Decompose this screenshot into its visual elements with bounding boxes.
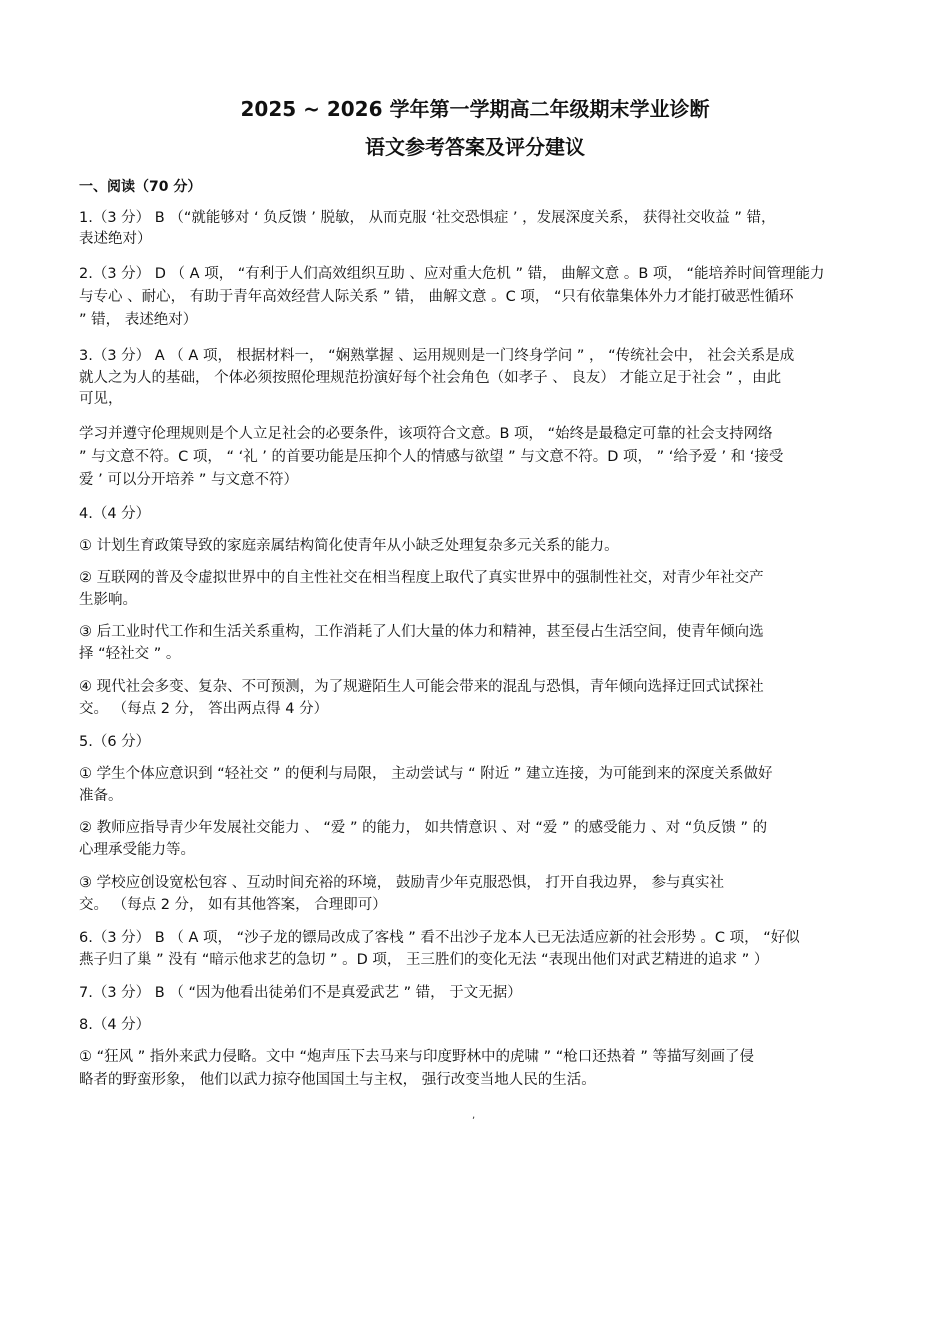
q2-line-2: 与专心 、耐心， 有助于青年高效经营人际关系 ” 错， 曲解文意 。C 项， “只有依靠集体外力才能打破恶性循环 [79,289,794,305]
q4-heading: 4.（4 分） [79,506,151,522]
q4-point-2-line-1: ② 互联网的普及令虚拟世界中的自主性社交在相当程度上取代了真实世界中的强制性社交，对青少年社交产 [79,570,764,586]
q2-line-3: ” 错， 表述绝对） [79,312,198,328]
footer-mark: , [472,1110,476,1121]
document-subtitle: 语文参考答案及评分建议 [365,135,585,159]
q6-line-2: 燕子归了巢 ” 没有 “暗示他求艺的急切 ” 。D 项， 王三胜们的变化无法 “表现出他们对武艺精进的追求 ” ） [79,952,769,968]
document-title: 2025 ~ 2026 学年第一学期高二年级期末学业诊断 [240,97,710,121]
section-heading-reading: 一、阅读（70 分） [79,179,202,195]
q4-point-1: ① 计划生育政策导致的家庭亲属结构简化使青年从小缺乏处理复杂多元关系的能力。 [79,538,619,554]
q4-point-4-line-1: ④ 现代社会多变、复杂、不可预测，为了规避陌生人可能会带来的混乱与恐惧，青年倾向选择迂回式试探社 [79,679,764,695]
q5-point-3-line-2: 交。 （每点 2 分， 如有其他答案， 合理即可） [79,897,387,913]
q4-point-3-line-2: 择 “轻社交 ” 。 [79,646,181,662]
q8-point-1-line-2: 略者的野蛮形象， 他们以武力掠夺他国国土与主权， 强行改变当地人民的生活。 [79,1072,596,1088]
q3-line-4: 学习并遵守伦理规则是个人立足社会的必要条件，该项符合文意。B 项， “始终是最稳定可靠的社会支持网络 [79,426,773,442]
q5-point-2-line-2: 心理承受能力等。 [79,842,195,858]
q5-point-1-line-2: 准备。 [79,788,123,804]
q8-heading: 8.（4 分） [79,1017,151,1033]
q5-heading: 5.（6 分） [79,734,151,750]
q3-line-3: 可见， [79,391,123,407]
q1-line-1: 1.（3 分） B （“就能够对 ‘ 负反馈 ’ 脱敏， 从而克服 ‘社交恐惧症 ’ ，发展深度关系， 获得社交收益 ” 错， [79,210,776,226]
q3-line-5: ” 与文意不符。C 项， “ ‘礼 ’ 的首要功能是压抑个人的情感与欲望 ” 与文意不符。D 项， ” ‘给予爱 ’ 和 ‘接受 [79,449,784,465]
q6-line-1: 6.（3 分） B （ A 项， “沙子龙的镖局改成了客栈 ” 看不出沙子龙本人已无法适应新的社会形势 。C 项， “好似 [79,930,800,946]
q5-point-3-line-1: ③ 学校应创设宽松包容 、互动时间充裕的环境， 鼓励青少年克服恐惧， 打开自我边界， 参与真实社 [79,875,725,891]
q3-line-1: 3.（3 分） A （ A 项， 根据材料一， “娴熟掌握 、运用规则是一门终身学问 ” ， “传统社会中， 社会关系是成 [79,348,795,364]
q5-point-2-line-1: ② 教师应指导青少年发展社交能力 、 “爱 ” 的能力， 如共情意识 、对 “爱 ” 的感受能力 、对 “负反馈 ” 的 [79,820,768,836]
q7-line-1: 7.（3 分） B （ “因为他看出徒弟们不是真爱武艺 ” 错， 于文无据） [79,985,522,1001]
q4-point-4-line-2: 交。 （每点 2 分， 答出两点得 4 分） [79,701,329,717]
q4-point-3-line-1: ③ 后工业时代工作和生活关系重构，工作消耗了人们大量的体力和精神，甚至侵占生活空间，使青年倾向选 [79,624,764,640]
q2-line-1: 2.（3 分） D （ A 项， “有利于人们高效组织互助 、应对重大危机 ” 错， 曲解文意 。B 项， “能培养时间管理能力 [79,266,825,282]
q1-line-2: 表述绝对） [79,231,152,247]
q3-line-6: 爱 ’ 可以分开培养 ” 与文意不符） [79,472,299,488]
q3-line-2: 就人之为人的基础， 个体必须按照伦理规范扮演好每个社会角色（如孝子 、 良友） 才能立足于社会 ” ，由此 [79,370,782,386]
q8-point-1-line-1: ① “狂风 ” 指外来武力侵略。文中 “炮声压下去马来与印度野林中的虎啸 ” “枪口还热着 ” 等描写刻画了侵 [79,1049,754,1065]
q4-point-2-line-2: 生影响。 [79,592,137,608]
q5-point-1-line-1: ① 学生个体应意识到 “轻社交 ” 的便利与局限， 主动尝试与 “ 附近 ” 建立连接，为可能到来的深度关系做好 [79,766,773,782]
